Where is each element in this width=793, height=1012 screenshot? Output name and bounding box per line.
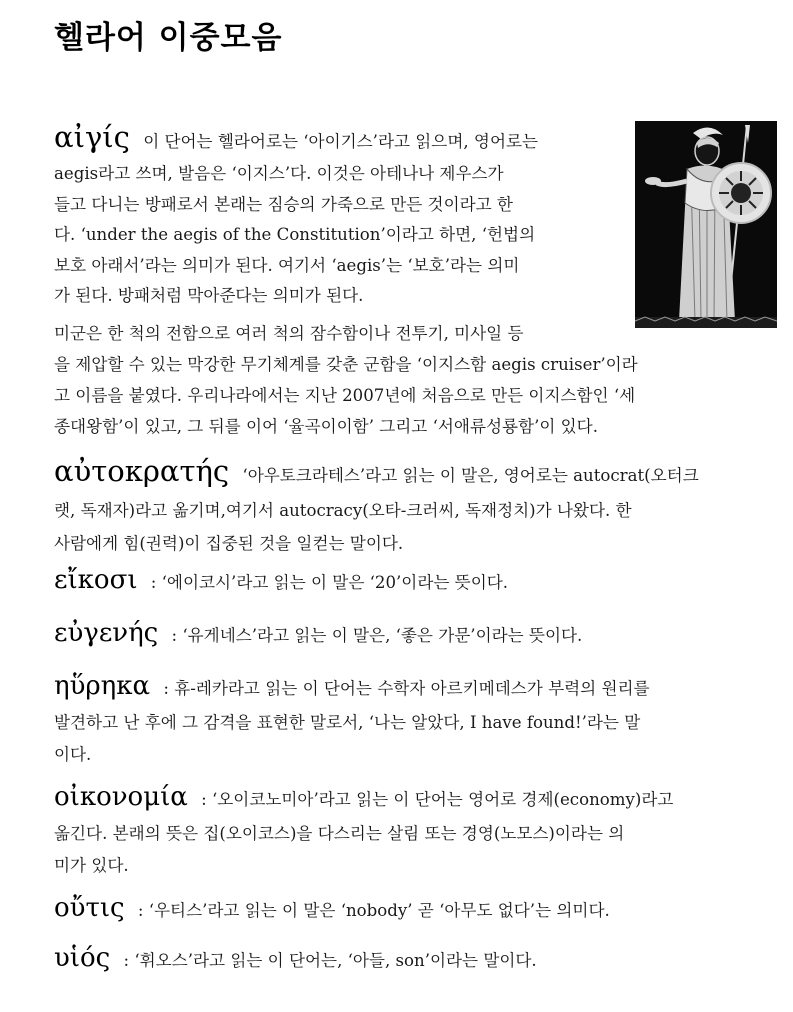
greek-word: αἰγίς [54, 120, 130, 154]
entry-autokrates [54, 453, 762, 560]
definition-line: 종대왕함’이 있고, 그 뒤를 이어 ‘율곡이이함’ 그리고 ‘서애류성룡함’이 있다. [54, 417, 598, 436]
entry-heureka [54, 668, 762, 771]
definition-line: 다. ‘under the aegis of the Constitution’이라고 하면, ‘헌법의 [54, 225, 536, 244]
greek-word: αὐτοκρατής [54, 454, 230, 488]
athena-illustration [635, 121, 777, 328]
athena-figure-svg [635, 121, 777, 328]
definition-line: 을 제압할 수 있는 막강한 무기체계를 갖춘 군함을 ‘이지스함 aegis cruiser’이라 [54, 355, 638, 374]
greek-word: εὐγενής [54, 618, 159, 648]
definition-line: 발견하고 난 후에 그 감격을 표현한 말로서, ‘나는 알았다, I have found!’라는 말 [54, 713, 641, 732]
definition-line: 미군은 한 척의 전함으로 여러 척의 잠수함이나 전투기, 미사일 등 [54, 324, 524, 343]
definition-line: 고 이름을 붙였다. 우리나라에서는 지난 2007년에 처음으로 만든 이지스함인 ‘세 [54, 386, 636, 405]
entry-aigis [54, 120, 620, 312]
definition-line: : ‘유게네스’라고 읽는 이 말은, ‘좋은 가문’이라는 뜻이다. [171, 626, 583, 645]
greek-word: οὔτις [54, 893, 125, 923]
definition-line: : 휴-레카라고 읽는 이 단어는 수학자 아르키메데스가 부력의 원리를 [163, 679, 650, 698]
definition-line: 이 단어는 헬라어로는 ‘아이기스’라고 읽으며, 영어로는 [143, 132, 539, 151]
definition-line: : ‘우티스’라고 읽는 이 말은 ‘nobody’ 곧 ‘아무도 없다’는 의미다. [137, 901, 610, 920]
greek-word: υἱός [54, 943, 111, 973]
definition-line: 가 된다. 방패처럼 막아준다는 의미가 된다. [54, 286, 364, 305]
entry-aegis-cruiser [54, 318, 762, 442]
definition-line: 보호 아래서’라는 의미가 된다. 여기서 ‘aegis’는 ‘보호’라는 의미 [54, 255, 520, 275]
entry-eugenes [54, 615, 762, 654]
definition-line: 이다. [54, 745, 92, 764]
entry-eikosi [54, 562, 762, 601]
definition-line: : ‘오이코노미아’라고 읽는 이 단어는 영어로 경제(economy)라고 [201, 790, 674, 809]
entry-outis [54, 890, 762, 929]
page-title: 헬라어 이중모음 [54, 20, 283, 56]
greek-word: οἰκονομία [54, 782, 188, 812]
definition-line: 사람에게 힘(권력)이 집중된 것을 일컫는 말이다. [54, 534, 404, 553]
definition-line: ‘아우토크라테스’라고 읽는 이 말은, 영어로는 autocrat(오터크 [242, 466, 699, 485]
entry-oikonomia [54, 779, 762, 882]
greek-word: εἴκοσι [54, 565, 138, 595]
definition-line: : ‘휘오스’라고 읽는 이 단어는, ‘아들, son’이라는 말이다. [123, 951, 537, 970]
definition-line: aegis라고 쓰며, 발음은 ‘이지스’다. 이것은 아테나나 제우스가 [54, 164, 504, 183]
definition-line: 미가 있다. [54, 856, 129, 875]
definition-line: : ‘에이코시’라고 읽는 이 말은 ‘20’이라는 뜻이다. [150, 573, 509, 592]
definition-line: 옮긴다. 본래의 뜻은 집(오이코스)을 다스리는 살림 또는 경영(노모스)이라는 의 [54, 824, 625, 843]
entry-huios [54, 940, 762, 979]
definition-line: 들고 다니는 방패로서 본래는 짐승의 가죽으로 만든 것이라고 한 [54, 194, 513, 214]
definition-line: 랫, 독재자)라고 옮기며,여기서 autocracy(오타-크러씨, 독재정치)가 나왔다. 한 [54, 501, 632, 520]
greek-word: ηὕρηκα [54, 671, 151, 701]
